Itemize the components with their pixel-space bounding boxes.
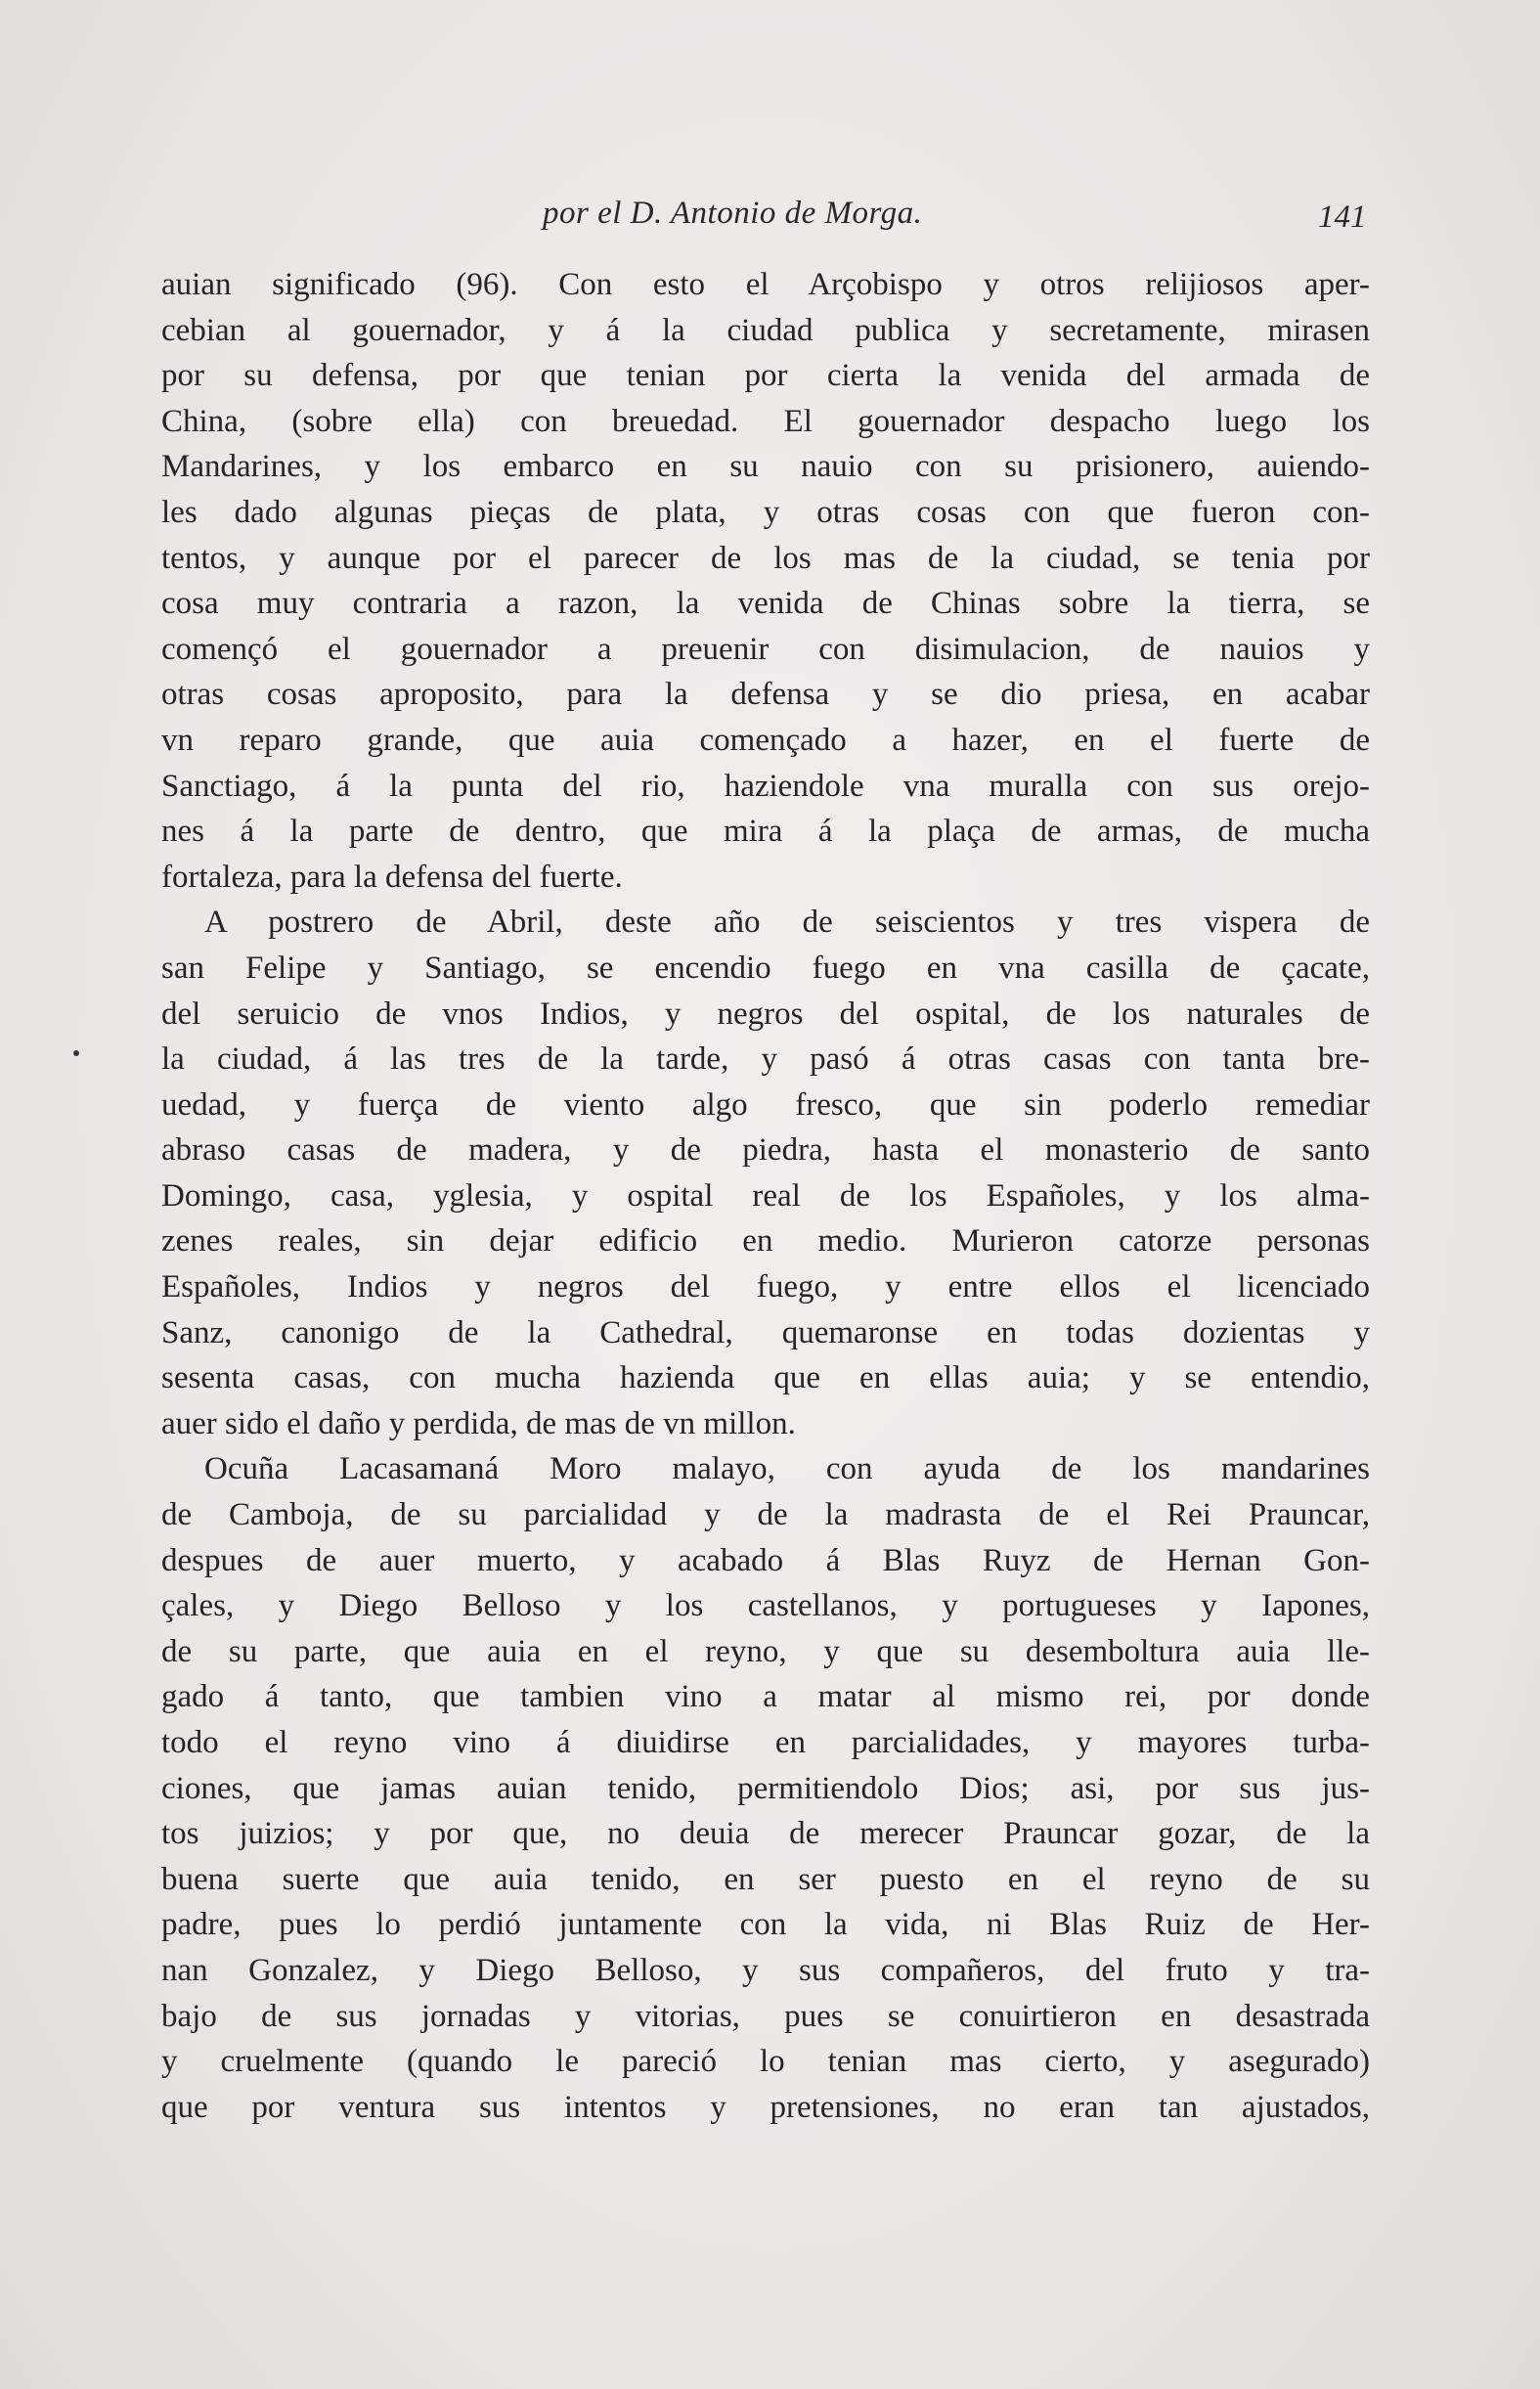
text-line: zenes reales, sin dejar edificio en medio. Murieron catorze personas bbox=[161, 1223, 1370, 1260]
text-line: Sanz, canonigo de la Cathedral, quemaronse en todas dozientas y bbox=[161, 1314, 1370, 1350]
text-line: Sanctiago, á la punta del rio, haziendole vna muralla con sus orejo- bbox=[161, 768, 1370, 804]
text-line: començó el gouernador a preuenir con disimulacion, de nauios y bbox=[161, 631, 1370, 667]
text-line: despues de auer muerto, y acabado á Blas Ruyz de Hernan Gon- bbox=[161, 1542, 1370, 1578]
text-line: cosa muy contraria a razon, la venida de Chinas sobre la tierra, se bbox=[161, 586, 1370, 622]
text-line: padre, pues lo perdió juntamente con la vida, ni Blas Ruiz de Her- bbox=[161, 1907, 1370, 1943]
text-line: tos juizios; y por que, no deuia de merecer Prauncar gozar, de la bbox=[161, 1816, 1370, 1852]
text-line: de Camboja, de su parcialidad y de la madrasta de el Rei Prauncar, bbox=[161, 1497, 1370, 1533]
text-line: uedad, y fuerça de viento algo fresco, que sin poderlo remediar bbox=[161, 1086, 1370, 1123]
text-line: çales, y Diego Belloso y los castellanos, y portugueses y Iapones, bbox=[161, 1588, 1370, 1624]
running-head bbox=[0, 196, 1540, 254]
text-line: ciones, que jamas auian tenido, permitiendolo Dios; asi, por sus jus- bbox=[161, 1770, 1370, 1806]
text-line: la ciudad, á las tres de la tarde, y pasó á otras casas con tanta bre- bbox=[161, 1041, 1370, 1078]
paragraph-start: A postrero de Abril, deste año de seiscientos y tres vispera de bbox=[204, 905, 1370, 941]
text-line: Mandarines, y los embarco en su nauio con su prisionero, auiendo- bbox=[161, 449, 1370, 485]
paragraph-start: Ocuña Lacasamaná Moro malayo, con ayuda de los mandarines bbox=[204, 1451, 1370, 1487]
text-line: del seruicio de vnos Indios, y negros del ospital, de los naturales de bbox=[161, 995, 1370, 1032]
text-line: auian significado (96). Con esto el Arçobispo y otros relijiosos aper- bbox=[161, 267, 1370, 302]
text-line: y cruelmente (quando le pareció lo tenian mas cierto, y asegurado) bbox=[161, 2044, 1370, 2080]
text-line: China, (sobre ella) con breuedad. El gouernador despacho luego los bbox=[161, 403, 1370, 439]
text-line: bajo de sus jornadas y vitorias, pues se conuirtieron en desastrada bbox=[161, 1998, 1370, 2034]
text-line: nan Gonzalez, y Diego Belloso, y sus compañeros, del fruto y tra- bbox=[161, 1952, 1370, 1988]
text-line: gado á tanto, que tambien vino a matar al mismo rei, por donde bbox=[161, 1679, 1370, 1715]
text-line: san Felipe y Santiago, se encendio fuego en vna casilla de çacate, bbox=[161, 950, 1370, 986]
text-line: buena suerte que auia tenido, en ser puesto en el reyno de su bbox=[161, 1861, 1370, 1897]
text-line: que por ventura sus intentos y pretensiones, no eran tan ajustados, bbox=[161, 2089, 1370, 2125]
text-line: de su parte, que auia en el reyno, y que su desemboltura auia lle- bbox=[161, 1633, 1370, 1669]
text-line: fortaleza, para la defensa del fuerte. bbox=[161, 859, 623, 895]
text-line: otras cosas aproposito, para la defensa y se dio priesa, en acabar bbox=[161, 677, 1370, 713]
page-number: 141 bbox=[1318, 199, 1367, 235]
text-line: sesenta casas, con mucha hazienda que en ellas auia; y se entendio, bbox=[161, 1360, 1370, 1396]
text-line: Españoles, Indios y negros del fuego, y entre ellos el licenciado bbox=[161, 1269, 1370, 1305]
text-line: abraso casas de madera, y de piedra, hasta el monasterio de santo bbox=[161, 1132, 1370, 1169]
text-line: cebian al gouernador, y á la ciudad publica y secretamente, mirasen bbox=[161, 312, 1370, 348]
body-text bbox=[161, 262, 1370, 2130]
text-line: les dado algunas pieças de plata, y otras cosas con que fueron con- bbox=[161, 494, 1370, 530]
text-line: Domingo, casa, yglesia, y ospital real de los Españoles, y los alma- bbox=[161, 1177, 1370, 1214]
text-line: auer sido el daño y perdida, de mas de vn millon. bbox=[161, 1405, 796, 1441]
running-title: por el D. Antonio de Morga. bbox=[543, 196, 923, 231]
ink-speck bbox=[73, 1050, 79, 1056]
text-line: vn reparo grande, que auia començado a hazer, en el fuerte de bbox=[161, 722, 1370, 758]
text-line: nes á la parte de dentro, que mira á la plaça de armas, de mucha bbox=[161, 814, 1370, 850]
text-line: por su defensa, por que tenian por cierta la venida del armada de bbox=[161, 358, 1370, 394]
text-line: todo el reyno vino á diuidirse en parcialidades, y mayores turba- bbox=[161, 1725, 1370, 1760]
text-line: tentos, y aunque por el parecer de los mas de la ciudad, se tenia por bbox=[161, 540, 1370, 576]
